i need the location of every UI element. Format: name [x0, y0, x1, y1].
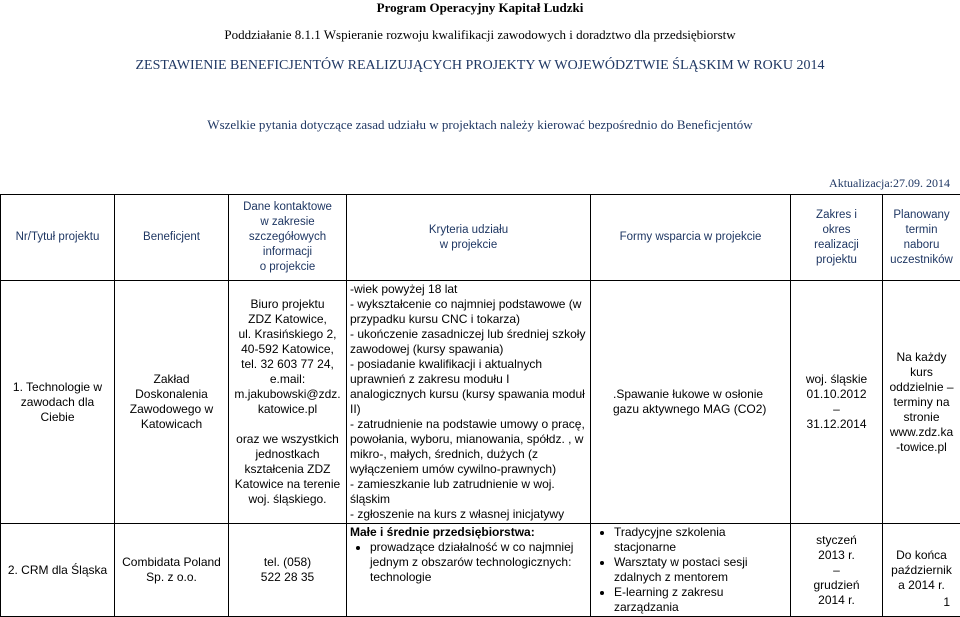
- contact-line: kształcenia ZDZ: [232, 462, 343, 477]
- header-line: okres: [794, 223, 879, 238]
- col-header-support: Formy wsparcia w projekcie: [591, 195, 791, 281]
- header-line: uczestników: [886, 253, 957, 268]
- contact-line: oraz we wszystkich: [232, 432, 343, 447]
- contact-line: 40-592 Katowice,: [232, 342, 343, 357]
- scope-line: styczeń: [794, 533, 879, 548]
- criteria-cell: [347, 281, 591, 524]
- header-line: w projekcie: [350, 238, 587, 253]
- header-line: Kryteria udziału: [350, 223, 587, 238]
- beneficiaries-table: [0, 194, 960, 617]
- criteria-line: - zamieszkanie lub zatrudnienie w woj. śląskim: [350, 477, 587, 507]
- notice-text: Wszelkie pytania dotyczące zasad udziału w projektach należy kierować bezpośrednio do Beneficjentów: [0, 117, 960, 133]
- col-header-scope: [791, 195, 883, 281]
- col-header-beneficiary: Beneficjent: [115, 195, 229, 281]
- page-number: 1: [943, 595, 950, 609]
- header-line: naboru: [886, 238, 957, 253]
- header-line: termin: [886, 223, 957, 238]
- recruitment-line: Na każdy: [886, 350, 957, 365]
- recruitment-line: październik: [886, 563, 957, 578]
- scope-cell: [791, 281, 883, 524]
- contact-line: tel. 32 603 77 24,: [232, 357, 343, 372]
- criteria-line: - zatrudnienie na podstawie umowy o pracę, powołania, wyboru, mianowania, spółdz. , w mikro-, małych, średnich, dużych (z wyłączeniem umów cywilno-prawnych): [350, 417, 587, 477]
- update-date: Aktualizacja:27.09. 2014: [829, 176, 950, 191]
- scope-line: grudzień: [794, 578, 879, 593]
- header-line: Planowany: [886, 208, 957, 223]
- document-title: ZESTAWIENIE BENEFICJENTÓW REALIZUJĄCYCH PROJEKTY W WOJEWÓDZTWIE ŚLĄSKIM W ROKU 2014: [0, 58, 960, 74]
- recruitment-line: Do końca: [886, 548, 957, 563]
- recruitment-line: terminy na: [886, 395, 957, 410]
- scope-line: 01.10.2012: [794, 387, 879, 402]
- criteria-cell: [347, 524, 591, 617]
- contact-line: ZDZ Katowice,: [232, 312, 343, 327]
- list-item: • E-learning z zakresu zarządzania: [614, 585, 787, 615]
- header-line: w zakresie: [232, 215, 343, 230]
- scope-line: –: [794, 402, 879, 417]
- contact-spacer: [232, 417, 343, 432]
- table-row: [1, 281, 960, 524]
- table-row: [1, 524, 960, 617]
- contact-line: Biuro projektu: [232, 297, 343, 312]
- beneficiary-cell: Zakład Doskonalenia Zawodowego w Katowicach: [115, 281, 229, 524]
- list-item: • Warsztaty w postaci sesji zdalnych z mentorem: [614, 555, 787, 585]
- header-line: o projekcie: [232, 260, 343, 275]
- contact-email[interactable]: katowice.pl: [232, 402, 343, 417]
- recruitment-line: kurs: [886, 365, 957, 380]
- criteria-line: - posiadanie kwalifikacji i aktualnych uprawnień z zakresu modułu I analogicznych kursu (kursy spawania moduł II): [350, 357, 587, 417]
- contact-line: woj. śląskiego.: [232, 492, 343, 507]
- contact-line: e.mail:: [232, 372, 343, 387]
- header-line: realizacji: [794, 238, 879, 253]
- contact-cell: [229, 281, 347, 524]
- support-cell: .Spawanie łukowe w osłonie gazu aktywnego MAG (CO2): [591, 281, 791, 524]
- criteria-heading: Małe i średnie przedsiębiorstwa:: [350, 525, 587, 540]
- beneficiary-cell: Combidata Poland Sp. z o.o.: [115, 524, 229, 617]
- criteria-line: - ukończenie zasadniczej lub średniej szkoły zawodowej (kursy spawania): [350, 327, 587, 357]
- recruitment-link[interactable]: www.zdz.ka: [886, 425, 957, 440]
- scope-cell: [791, 524, 883, 617]
- recruitment-line: stronie: [886, 410, 957, 425]
- criteria-line: - wykształcenie co najmniej podstawowe (w przypadku kursu CNC i tokarza): [350, 297, 587, 327]
- recruitment-link[interactable]: -towice.pl: [886, 440, 957, 455]
- scope-line: 31.12.2014: [794, 417, 879, 432]
- contact-email[interactable]: m.jakubowski@zdz.: [232, 387, 343, 402]
- contact-line: Katowice na terenie: [232, 477, 343, 492]
- header-line: szczegółowych: [232, 230, 343, 245]
- scope-line: 2013 r.: [794, 548, 879, 563]
- contact-cell: [229, 524, 347, 617]
- contact-line: jednostkach: [232, 447, 343, 462]
- col-header-contact: [229, 195, 347, 281]
- header-line: Zakres i: [794, 208, 879, 223]
- header-line: projektu: [794, 253, 879, 268]
- criteria-line: - zgłoszenie na kurs z własnej inicjatywy: [350, 507, 587, 522]
- project-title-cell: 1. Technologie w zawodach dla Ciebie: [1, 281, 115, 524]
- recruitment-line: oddzielnie –: [886, 380, 957, 395]
- contact-line: tel. (058): [232, 555, 343, 570]
- list-item: • prowadzące działalność w co najmniej jednym z obszarów technologicznych: technologie: [370, 540, 587, 585]
- support-cell: [591, 524, 791, 617]
- table-header-row: [1, 195, 960, 281]
- contact-line: ul. Krasińskiego 2,: [232, 327, 343, 342]
- scope-line: woj. śląskie: [794, 372, 879, 387]
- recruitment-line: a 2014 r.: [886, 578, 957, 593]
- scope-line: –: [794, 563, 879, 578]
- col-header-title: Nr/Tytuł projektu: [1, 195, 115, 281]
- scope-line: 2014 r.: [794, 593, 879, 608]
- project-title-cell: 2. CRM dla Śląska: [1, 524, 115, 617]
- criteria-line: -wiek powyżej 18 lat: [350, 282, 587, 297]
- list-item: • Tradycyjne szkolenia stacjonarne: [614, 525, 787, 555]
- support-list: [594, 525, 787, 615]
- header-line: Dane kontaktowe: [232, 200, 343, 215]
- subaction-title: Poddziałanie 8.1.1 Wspieranie rozwoju kwalifikacji zawodowych i doradztwo dla przedsiębiorstw: [0, 27, 960, 43]
- contact-line: 522 28 35: [232, 570, 343, 585]
- recruitment-cell: [883, 281, 960, 524]
- col-header-recruitment: [883, 195, 960, 281]
- criteria-list: [350, 540, 587, 585]
- program-title: Program Operacyjny Kapitał Ludzki: [0, 0, 960, 16]
- col-header-criteria: [347, 195, 591, 281]
- header-line: informacji: [232, 245, 343, 260]
